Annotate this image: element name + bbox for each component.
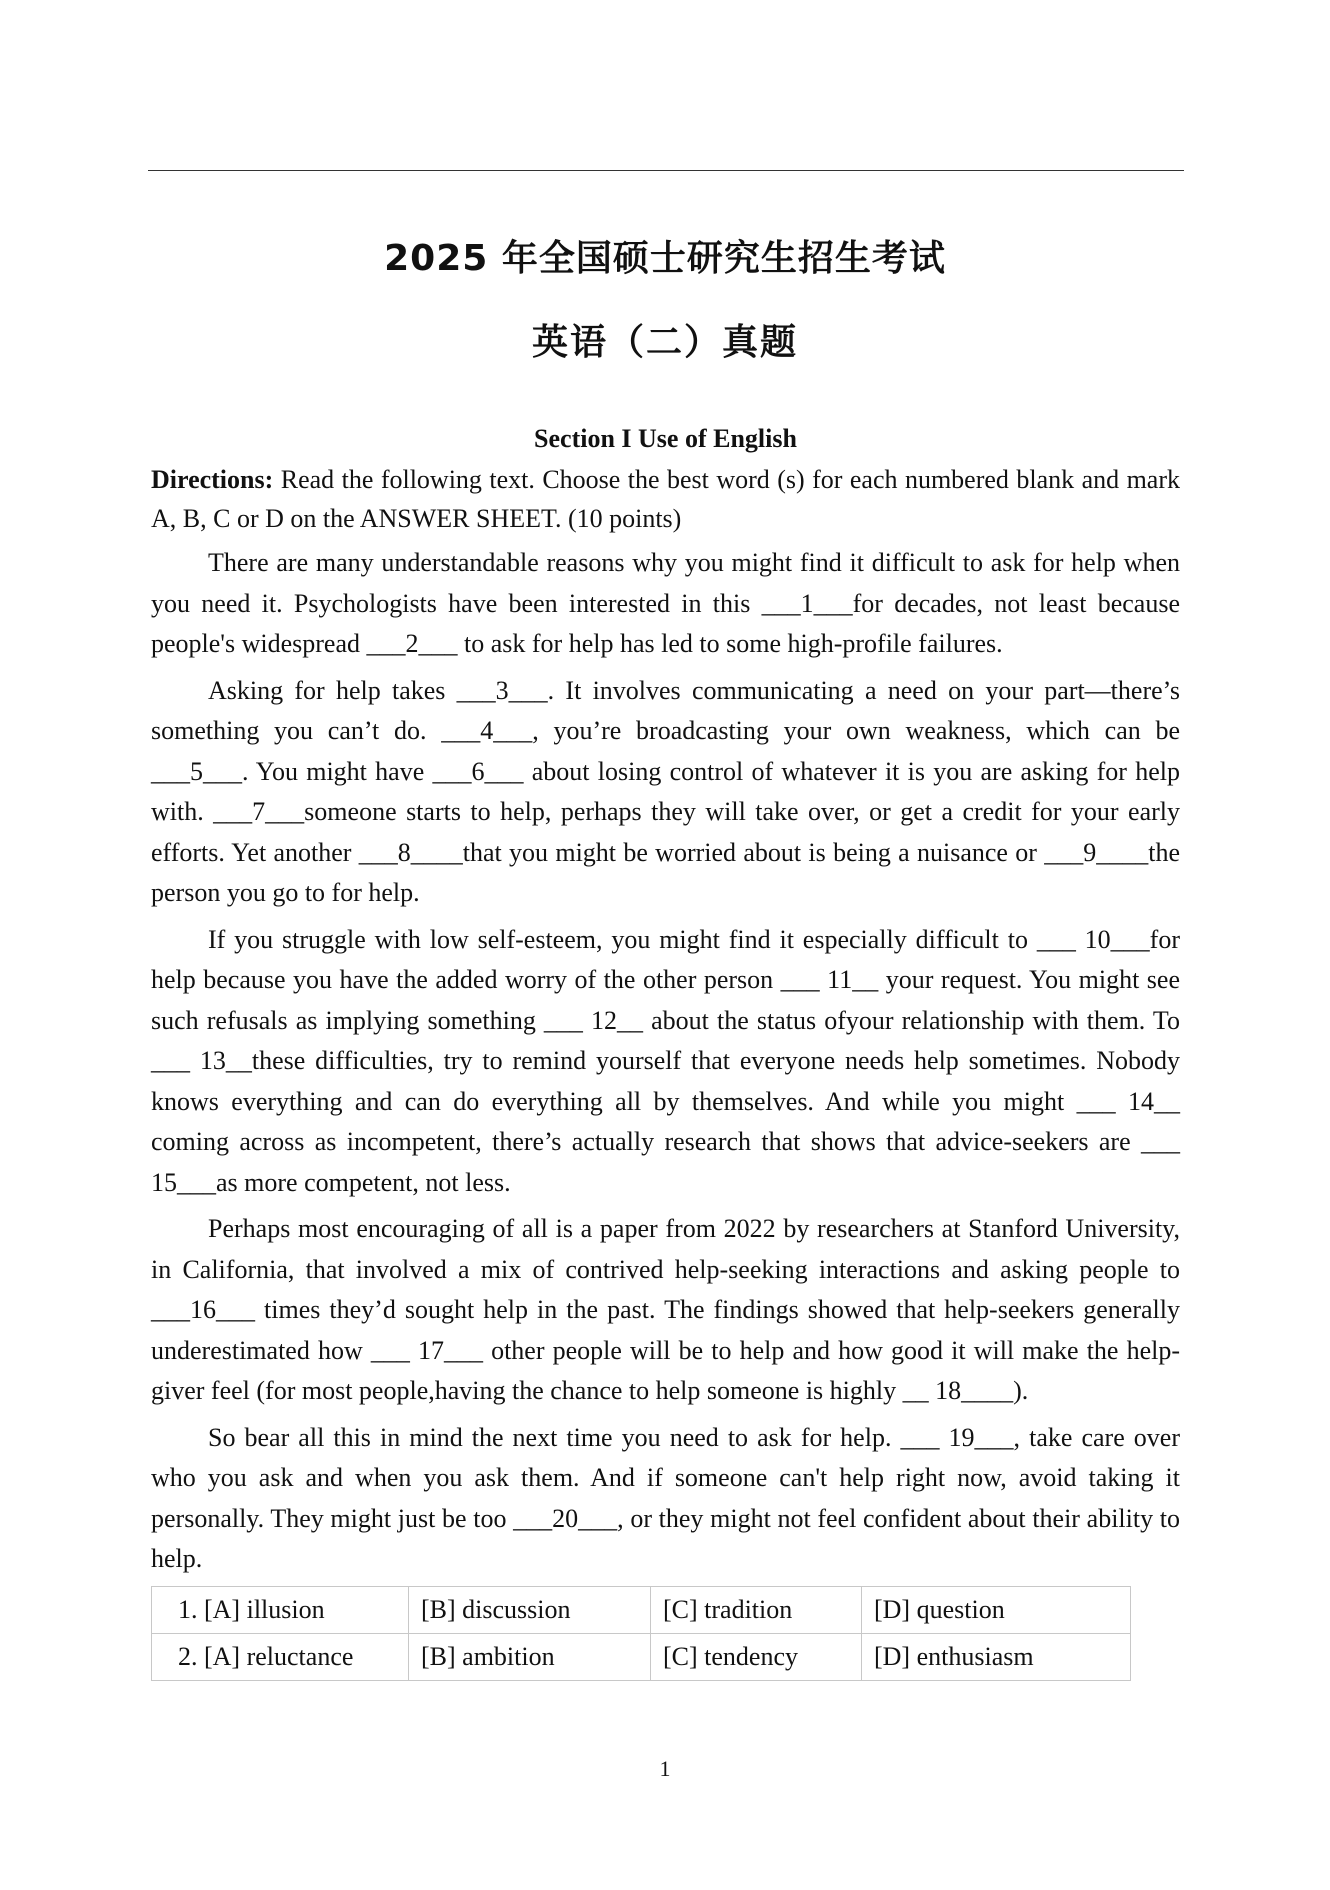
header-rule (148, 170, 1184, 171)
passage-paragraph: So bear all this in mind the next time you need to ask for help. ___ 19___, take care over who you ask and when you ask them. And if someone can't help right now, avoid taking it personally. They might just be too ___20___, or they might not feel confident about their ability to help. (151, 1422, 1180, 1573)
option-b: [B] discussion (409, 1586, 651, 1633)
passage-paragraph: Perhaps most encouraging of all is a paper from 2022 by researchers at Stanford University, in California, that involved a mix of contrived help-seeking interactions and asking people to ___16___ times they’d sought help in the past. The findings showed that help-seekers generally underestimated how ___ 17___ other people will be to help and how good it will make the help-giver feel (for most people,having the chance to help someone is highly __ 18____). (151, 1214, 1180, 1405)
exam-content (151, 420, 1180, 1681)
option-cell (152, 1586, 409, 1633)
exam-title: 2025 年全国硕士研究生招生考试 (384, 238, 946, 279)
option-b: [B] ambition (409, 1633, 651, 1680)
question-number: 2. (178, 1641, 198, 1671)
passage-paragraph: If you struggle with low self-esteem, you might find it especially difficult to ___ 10___for help because you have the added worry of the other person ___ 11__ your request. You might see such refusals as implying something ___ 12__ about the status ofyour relationship with them. To ___ 13__these difficulties, try to remind yourself that everyone needs help sometimes. Nobody knows everything and can do everything all by themselves. And while you might ___ 14__ coming across as incompetent, there’s actually research that shows that advice-seekers are ___ 15___as more competent, not less. (151, 924, 1180, 1197)
option-d: [D] question (862, 1586, 1131, 1633)
directions (151, 460, 1180, 538)
page-number: 1 (659, 1756, 671, 1781)
passage-paragraph: Asking for help takes ___3___. It involves communicating a need on your part—there’s something you can’t do. ___4___, you’re broadcasting your own weakness, which can be ___5___. You might have ___6___ about losing control of whatever it is you are asking for help with. ___7___someone starts to help, perhaps they will take over, or get a credit for your early efforts. Yet another ___8____that you might be worried about is being a nuisance or ___9____the person you go to for help. (151, 675, 1180, 907)
exam-subtitle: 英语（二）真题 (531, 322, 798, 363)
options-row (152, 1633, 1131, 1680)
options-row (152, 1586, 1131, 1633)
option-cell (152, 1633, 409, 1680)
section-heading: Section I Use of English (534, 424, 797, 453)
options-table (151, 1586, 1131, 1681)
directions-label: Directions: (151, 465, 274, 494)
question-number: 1. (178, 1594, 198, 1624)
option-a: [A] reluctance (204, 1641, 354, 1671)
option-c: [C] tendency (651, 1633, 862, 1680)
option-a: [A] illusion (204, 1594, 325, 1624)
directions-text: Read the following text. Choose the best word (s) for each numbered blank and mark A, B, C or D on the ANSWER SHEET. (10 points) (151, 465, 1180, 533)
option-d: [D] enthusiasm (862, 1633, 1131, 1680)
option-c: [C] tradition (651, 1586, 862, 1633)
passage-paragraph: There are many understandable reasons why you might find it difficult to ask for help when you need it. Psychologists have been interested in this ___1___for decades, not least because people's widespread ___2___ to ask for help has led to some high-profile failures. (151, 548, 1180, 658)
